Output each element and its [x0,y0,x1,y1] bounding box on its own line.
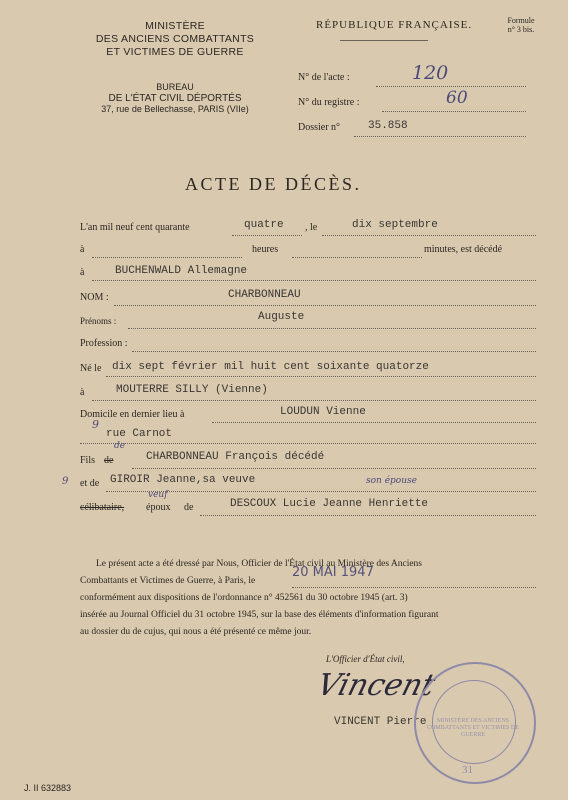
celib-de: de [184,502,194,513]
year-line [232,235,302,236]
celib-label-b: époux [146,502,171,513]
place-prefix: à [80,267,85,278]
bureau-line-3: 37, rue de Bellechasse, PARIS (VIIe) [101,104,249,114]
birth-date: dix sept février mil huit cent soixante quatorze [112,361,429,373]
mother-hand-note: son épouse [366,476,417,486]
father: CHARBONNEAU François décédé [146,451,325,463]
officer-name: VINCENT Pierre [334,716,427,728]
formule-line-2: n° 3 bis. [507,25,535,34]
nom-line [114,305,536,306]
birthplace-prefix: à [80,387,85,398]
given-names: Auguste [258,311,305,323]
registre-label: N° du registre : [298,97,360,108]
celib-label-a: célibataire, [80,502,125,513]
surname: CHARBONNEAU [228,289,301,301]
mother: GIROIR Jeanne,sa veuve [110,474,256,486]
dossier-line [354,136,526,137]
statement-line-5: au dossier du de cujus, qui nous a été présenté ce même jour. [80,627,312,637]
spouse-line [200,515,536,516]
minutes-label: minutes, est décédé [424,244,503,255]
hour-prefix: à [80,244,85,255]
year-label: L'an mil neuf cent quarante [80,222,190,233]
place-line [92,280,536,281]
margin-mark-2: 9 [62,476,69,487]
birth-line [106,376,536,377]
prenoms-line [128,328,536,329]
celib-hand-note: veuf [148,490,168,500]
statement-date-line [292,587,536,588]
ministry-line-2: DES ANCIENS COMBATTANTS [95,33,255,45]
birth-label: Né le [80,363,102,374]
form-code: J. II 632883 [24,783,72,793]
republic-header: RÉPUBLIQUE FRANÇAISE. [316,19,473,31]
etde-label: et de [80,478,100,489]
profession-label: Profession : [80,338,128,349]
profession-line [132,351,536,352]
domicile-line [212,422,536,423]
acte-label: N° de l'acte : [298,72,350,83]
hour-line [92,257,242,258]
stamp-text: MINISTÈRE DES ANCIENS COMBATTANTS ET VICTIMES DE GUERRE [427,718,519,738]
acte-line [376,86,526,87]
spouse: DESCOUX Lucie Jeanne Henriette [230,498,429,510]
bureau-line-1: BUREAU [156,82,194,92]
ministry-header [70,20,280,59]
statement-line-3: conformément aux dispositions de l'ordonnance n° 452561 du 30 octobre 1945 (art. 3) [80,593,408,603]
fils-hand: de [114,441,126,451]
le-label: , le [305,222,318,233]
domicile: LOUDUN Vienne [280,406,366,418]
ministry-line-1: MINISTÈRE [145,20,205,32]
statement-line-1: Le présent acte a été dressé par Nous, Officier de l'État civil au Ministère des Anciens [96,559,422,569]
fils-struck: de [104,455,114,466]
prenoms-label: Prénoms : [80,316,117,326]
mother-line [106,491,536,492]
date-line [322,235,536,236]
registre-line [382,111,526,112]
statement-line-4: insérée au Journal Officiel du 31 octobre 1945, sur la base des éléments d'information figurant [80,610,439,620]
bureau-header [70,82,280,115]
document-title: ACTE DE DÉCÈS. [185,174,362,194]
death-date: dix septembre [352,219,438,231]
stamp-number: 31 [462,764,473,776]
republic-rule [340,40,428,41]
street-line [80,443,536,444]
officer-label: L'Officier d'État civil, [326,654,405,664]
statement-line-2: Combattants et Victimes de Guerre, à Paris, le [80,576,256,586]
officer-signature: Vincent [313,668,439,703]
place-of-death: BUCHENWALD Allemagne [115,265,248,277]
fils-label: Fils [80,455,96,466]
dossier-number: 35.858 [368,120,408,132]
death-year: quatre [244,219,284,231]
formule-label [496,16,546,34]
statement-date: 20 MAI 1947 [292,565,374,580]
formule-line-1: Formule [507,16,535,25]
heures-label: heures [252,244,279,255]
street: rue Carnot [106,428,173,440]
margin-mark-1: 9 [92,418,99,431]
nom-label: NOM : [80,292,109,303]
ministry-line-3: ET VICTIMES DE GUERRE [106,46,244,58]
domicile-label: Domicile en dernier lieu à [80,409,185,420]
acte-number: 120 [412,62,449,84]
bureau-line-2: DE L'ÉTAT CIVIL DÉPORTÉS [108,93,242,104]
birthplace-line [92,400,536,401]
dossier-label: Dossier n° [298,122,341,133]
registre-number: 60 [446,88,468,108]
birthplace: MOUTERRE SILLY (Vienne) [116,384,268,396]
minutes-line [292,257,422,258]
father-line [132,468,536,469]
